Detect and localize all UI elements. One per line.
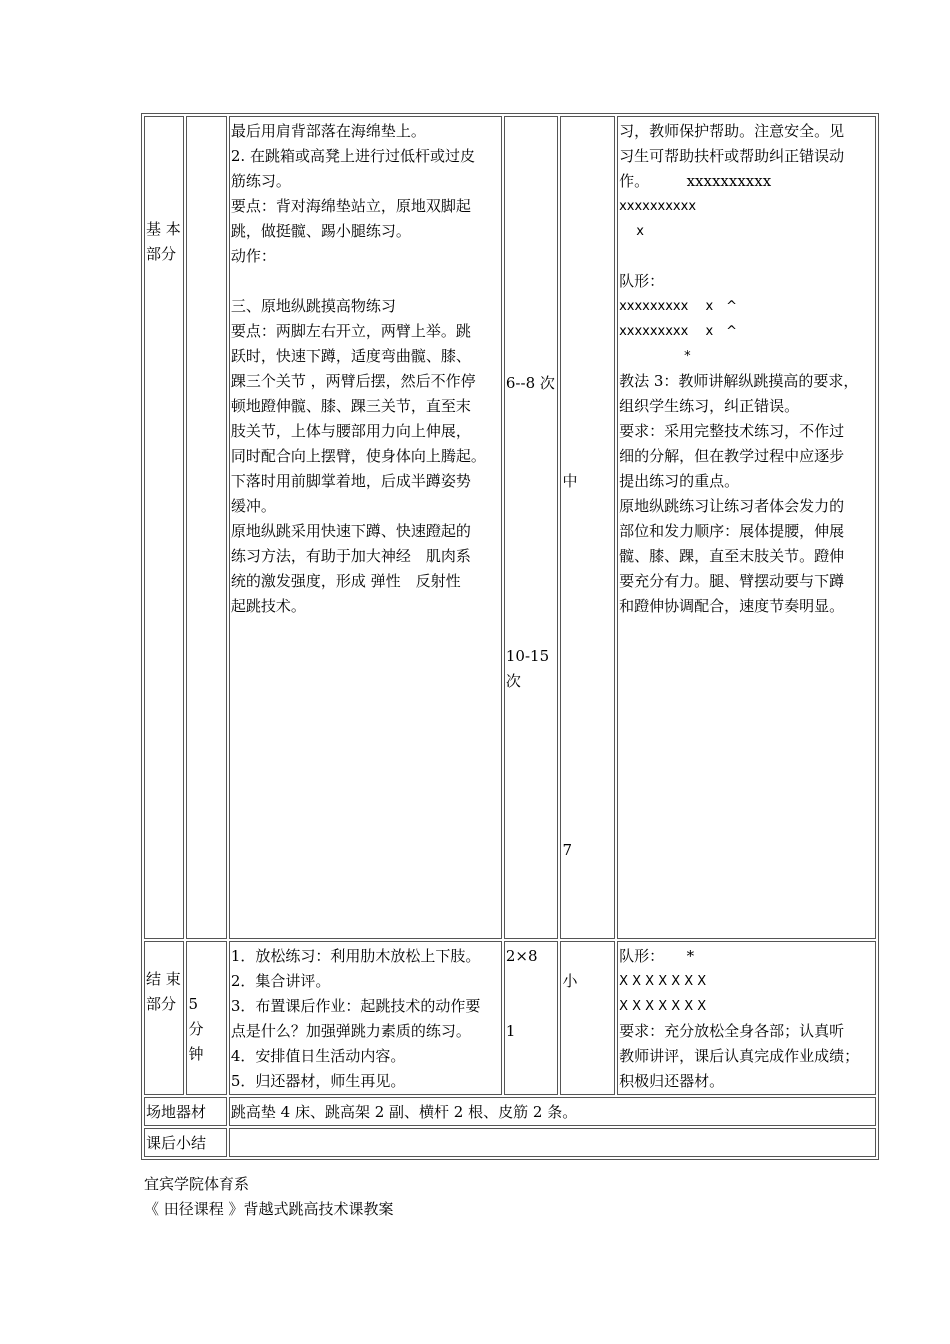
basic-intensity-cell — [560, 116, 615, 939]
basic-content-cell — [229, 116, 502, 939]
org-line: 积极归还器材。 — [619, 1072, 725, 1090]
content-line: 原地纵跳采用快速下蹲、快速蹬起的 — [230, 522, 471, 540]
org-line: 部位和发力顺序：展体提腰，伸展 — [619, 522, 845, 540]
org-line: x — [619, 224, 644, 239]
org-line: * — [619, 349, 691, 364]
equipment-label: 场地器材 — [146, 1103, 207, 1121]
equipment-row — [144, 1097, 876, 1126]
org-line: 队形： * — [619, 947, 695, 965]
reps-value: 6--8 次 — [505, 374, 555, 392]
ending-content-cell — [229, 941, 502, 1095]
basic-time-cell — [186, 116, 226, 939]
content-line: 点是什么？加强弹跳力素质的练习。 — [230, 1022, 471, 1040]
org-line: 教师讲评，课后认真完成作业成绩； — [619, 1047, 860, 1065]
content-line: 缓冲。 — [230, 497, 276, 515]
ending-section-row — [144, 941, 876, 1095]
reps-value: 1 — [505, 1022, 516, 1040]
content-line: 筋练习。 — [230, 172, 291, 190]
content-line: 三、原地纵跳摸高物练习 — [230, 297, 396, 315]
basic-section-row — [144, 116, 876, 939]
content-line: 4．安排值日生活动内容。 — [230, 1047, 406, 1065]
department-name: 宜宾学院体育系 — [144, 1175, 250, 1193]
org-line: 和蹬伸协调配合，速度节奏明显。 — [619, 597, 845, 615]
content-line: 踝三个关节 ，两臂后摆，然后不作停 — [230, 372, 476, 390]
org-line: X X X X X X X — [619, 974, 707, 989]
reps-value — [506, 994, 557, 1019]
content-line: 肢关节，上体与腰部用力向上伸展， — [230, 422, 471, 440]
org-line: xxxxxxxxx x ^ — [619, 324, 738, 339]
lesson-plan-document — [141, 113, 877, 1160]
org-line: 原地纵跳练习让练习者体会发力的 — [619, 497, 845, 515]
org-line: X X X X X X X — [619, 999, 707, 1014]
basic-reps-cell — [504, 116, 559, 939]
reps-value: 10-15 — [505, 647, 550, 665]
org-line: xxxxxxxxxx — [619, 199, 697, 214]
course-title: 《 田径课程 》背越式跳高技术课教案 — [144, 1200, 394, 1218]
intensity-value: 中 — [562, 472, 578, 490]
content-line: 顿地蹬伸髋、膝、踝三关节，直至末 — [230, 397, 471, 415]
equipment-value: 跳高垫 4 床、跳高架 2 副、横杆 2 根、皮筋 2 条。 — [230, 1103, 578, 1121]
org-line: 教法 3：教师讲解纵跳摸高的要求， — [619, 372, 859, 390]
org-line: 细的分解，但在教学过程中应逐步 — [619, 447, 845, 465]
intensity-value: 小 — [562, 972, 578, 990]
org-line: 队形： — [619, 272, 665, 290]
summary-label-cell — [144, 1128, 227, 1157]
content-line: 统的激发强度，形成 弹性 反射性 — [230, 572, 461, 590]
content-line: 动作： — [230, 247, 276, 265]
content-line: 跳，做挺髋、踢小腿练习。 — [230, 222, 411, 240]
reps-value: 次 — [505, 672, 521, 690]
ending-time-text: 5 分 钟 — [188, 995, 204, 1063]
reps-value — [506, 969, 557, 994]
content-line: 练习方法，有助于加大神经 肌肉系 — [230, 547, 471, 565]
basic-organization-cell — [617, 116, 876, 939]
content-line: 5．归还器材，师生再见。 — [230, 1072, 406, 1090]
content-line: 要点：两脚左右开立，两臂上举。跳 — [230, 322, 471, 340]
content-line — [231, 269, 500, 294]
content-line: 同时配合向上摆臂，使身体向上腾起。 — [230, 447, 486, 465]
org-line: 提出练习的重点。 — [619, 472, 740, 490]
org-line: 要求：采用完整技术练习，不作过 — [619, 422, 845, 440]
content-line: 3．布置课后作业：起跳技术的动作要 — [230, 997, 481, 1015]
content-line: 2．集合讲评。 — [230, 972, 331, 990]
content-line: 最后用肩背部落在海绵垫上。 — [230, 122, 426, 140]
content-line: 2. 在跳箱或高凳上进行过低杆或过皮 — [230, 147, 475, 165]
ending-intensity-cell — [560, 941, 615, 1095]
page-footer — [144, 1172, 394, 1222]
ending-organization-cell — [617, 941, 876, 1095]
summary-row — [144, 1128, 876, 1157]
content-line: 跃时，快速下蹲，适度弯曲髋、膝、 — [230, 347, 471, 365]
org-line — [619, 244, 874, 269]
summary-value-cell — [229, 1128, 876, 1157]
equipment-value-cell — [229, 1097, 876, 1126]
reps-value: 2×8 — [505, 947, 538, 965]
summary-label: 课后小结 — [146, 1134, 207, 1152]
org-line: 要求：充分放松全身各部；认真听 — [619, 1022, 845, 1040]
basic-section-label — [144, 116, 184, 939]
org-line: xxxxxxxxx x ^ — [619, 299, 738, 314]
equipment-label-cell — [144, 1097, 227, 1126]
ending-time-cell — [186, 941, 226, 1095]
content-line: 下落时用前脚掌着地，后成半蹲姿势 — [230, 472, 471, 490]
org-line: 作。 xxxxxxxxxx — [619, 172, 772, 190]
content-line: 要点：背对海绵垫站立，原地双脚起 — [230, 197, 471, 215]
content-line: 起跳技术。 — [230, 597, 306, 615]
org-line: 习生可帮助扶杆或帮助纠正错误动 — [619, 147, 845, 165]
org-line: 习，教师保护帮助。注意安全。见 — [619, 122, 845, 140]
ending-label-text: 结 束 部分 — [146, 970, 181, 1013]
lesson-plan-table — [141, 113, 879, 1160]
basic-label-text: 基 本 部分 — [146, 220, 181, 263]
org-line: 髋、膝、踝，直至末肢关节。蹬伸 — [619, 547, 845, 565]
intensity-value: 7 — [562, 841, 573, 859]
ending-reps-cell — [504, 941, 559, 1095]
content-line: 1．放松练习：利用肋木放松上下肢。 — [230, 947, 481, 965]
org-line: 要充分有力。腿、臂摆动要与下蹲 — [619, 572, 845, 590]
ending-section-label — [144, 941, 184, 1095]
org-line: 组织学生练习，纠正错误。 — [619, 397, 800, 415]
